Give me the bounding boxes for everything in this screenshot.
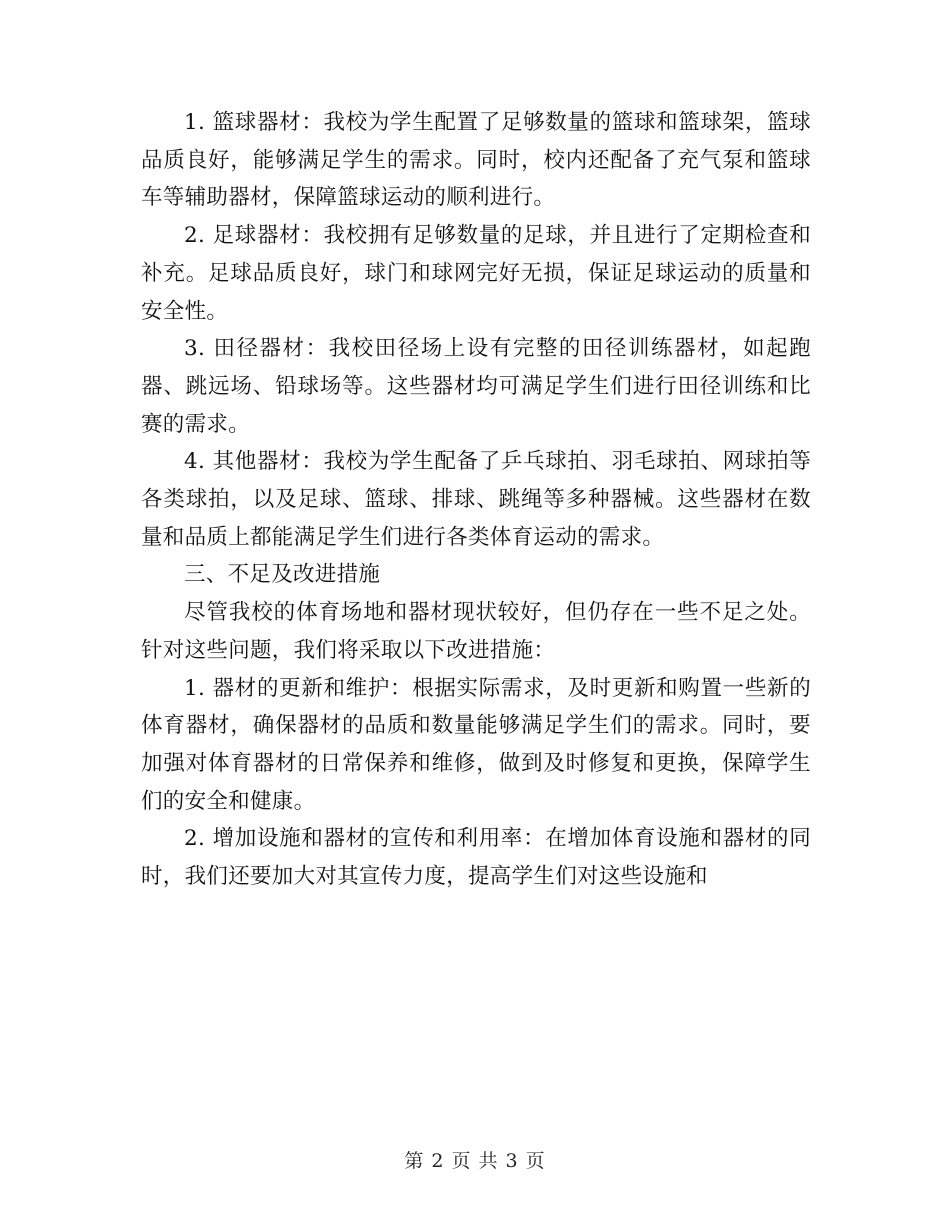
paragraph-football-equipment: 2. 足球器材：我校拥有足够数量的足球，并且进行了定期检查和补充。足球品质良好，球门和球网完好无损，保证足球运动的质量和安全性。 bbox=[141, 223, 811, 324]
paragraph-promotion-utilization: 2. 增加设施和器材的宣传和利用率：在增加体育设施和器材的同时，我们还要加大对其宣传力度，提高学生们对这些设施和 bbox=[141, 826, 811, 890]
paragraph-improvements-intro: 尽管我校的体育场地和器材现状较好，但仍存在一些不足之处。针对这些问题，我们将采取以下改进措施： bbox=[141, 600, 811, 663]
paragraph-other-equipment: 4. 其他器材：我校为学生配备了乒乓球拍、羽毛球拍、网球拍等各类球拍，以及足球、篮球、排球、跳绳等多种器械。这些器材在数量和品质上都能满足学生们进行各类体育运动的需求。 bbox=[141, 449, 811, 550]
section-heading-improvements: 三、不足及改进措施 bbox=[184, 562, 381, 588]
page-footer: 第 2 页 共 3 页 bbox=[404, 1150, 546, 1172]
document-body bbox=[141, 104, 811, 896]
paragraph-track-field-equipment: 3. 田径器材：我校田径场上设有完整的田径训练器材，如起跑器、跳远场、铅球场等。这些器材均可满足学生们进行田径训练和比赛的需求。 bbox=[141, 336, 811, 437]
paragraph-basketball-equipment: 1. 篮球器材：我校为学生配置了足够数量的篮球和篮球架，篮球品质良好，能够满足学生的需求。同时，校内还配备了充气泵和篮球车等辅助器材，保障篮球运动的顺利进行。 bbox=[141, 110, 811, 211]
paragraph-equipment-update: 1. 器材的更新和维护：根据实际需求，及时更新和购置一些新的体育器材，确保器材的品质和数量能够满足学生们的需求。同时，要加强对体育器材的日常保养和维修，做到及时修复和更换，保障学生们的安全和健康。 bbox=[141, 675, 811, 814]
